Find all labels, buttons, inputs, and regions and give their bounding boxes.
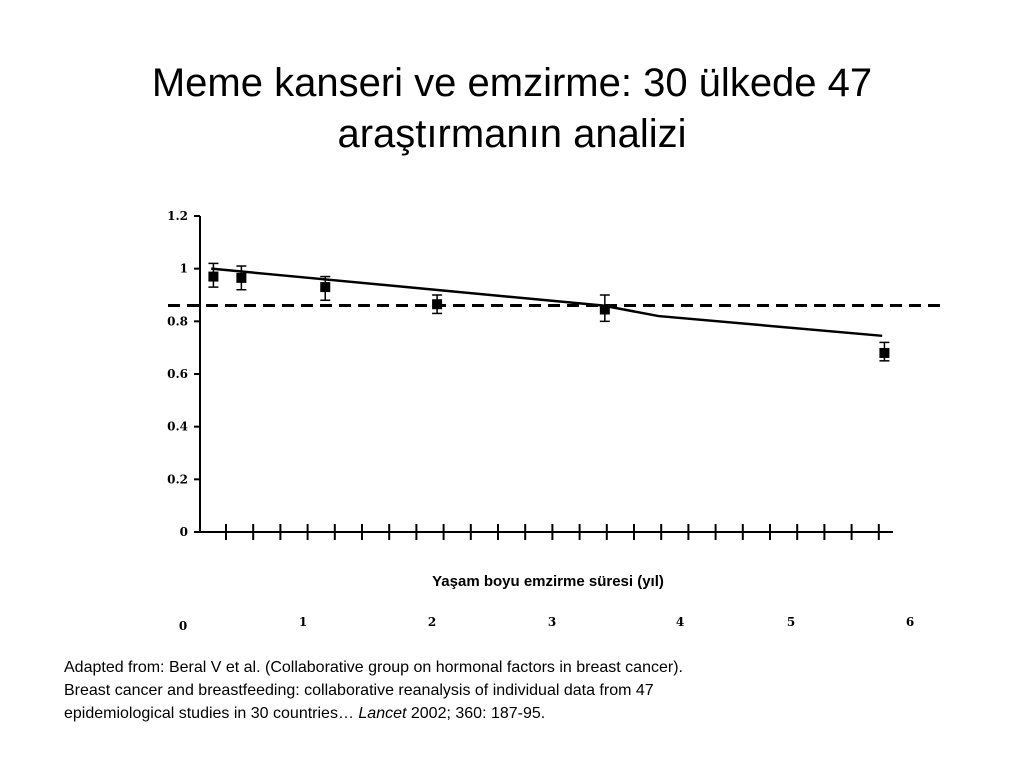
y-tick-label: 0.4 <box>167 419 188 434</box>
x-tick-label: 1 <box>298 615 308 629</box>
y-tick-label: 0.8 <box>167 314 188 329</box>
trend-line-group <box>211 269 882 336</box>
y-tick-label: 1.2 <box>167 209 188 223</box>
axis-labels-group <box>167 209 914 633</box>
citation-line-2: Breast cancer and breastfeeding: collaborative reanalysis of individual data from 47 <box>64 682 654 699</box>
y-tick-label: 0.2 <box>167 472 188 487</box>
data-point <box>320 282 330 292</box>
chart-axes <box>194 216 893 540</box>
journal-name: Lancet <box>358 705 407 722</box>
x-tick-label: 4 <box>675 615 685 629</box>
citation <box>64 656 964 725</box>
x-tick-label: 0 <box>178 619 188 633</box>
x-tick-label: 5 <box>786 615 796 629</box>
y-tick-label: 1 <box>179 261 188 276</box>
x-tick-label: 3 <box>547 615 557 629</box>
trend-line <box>211 269 882 336</box>
y-tick-label: 0.6 <box>167 367 188 381</box>
citation-line-1: Adapted from: Beral V et al. (Collaborative group on hormonal factors in breast cancer). <box>64 659 683 676</box>
data-point <box>879 348 889 358</box>
data-point <box>600 304 610 314</box>
slide-title-line-2: araştırmanın analizi <box>337 112 687 156</box>
data-point <box>208 272 218 282</box>
x-tick-label: 6 <box>905 615 915 629</box>
citation-line-3-prefix: epidemiological studies in 30 countries… <box>64 705 359 722</box>
citation-line-3-suffix: 2002; 360: 187-95. <box>406 705 546 722</box>
x-tick-label: 2 <box>427 615 437 629</box>
data-point <box>432 299 442 309</box>
y-tick-label: 0 <box>179 525 188 539</box>
slide-title-line-1: Meme kanseri ve emzirme: 30 ülkede 47 <box>151 61 873 105</box>
x-axis-label: Yaşam boyu emzirme süresi (yıl) <box>432 573 664 590</box>
data-point <box>236 273 246 283</box>
